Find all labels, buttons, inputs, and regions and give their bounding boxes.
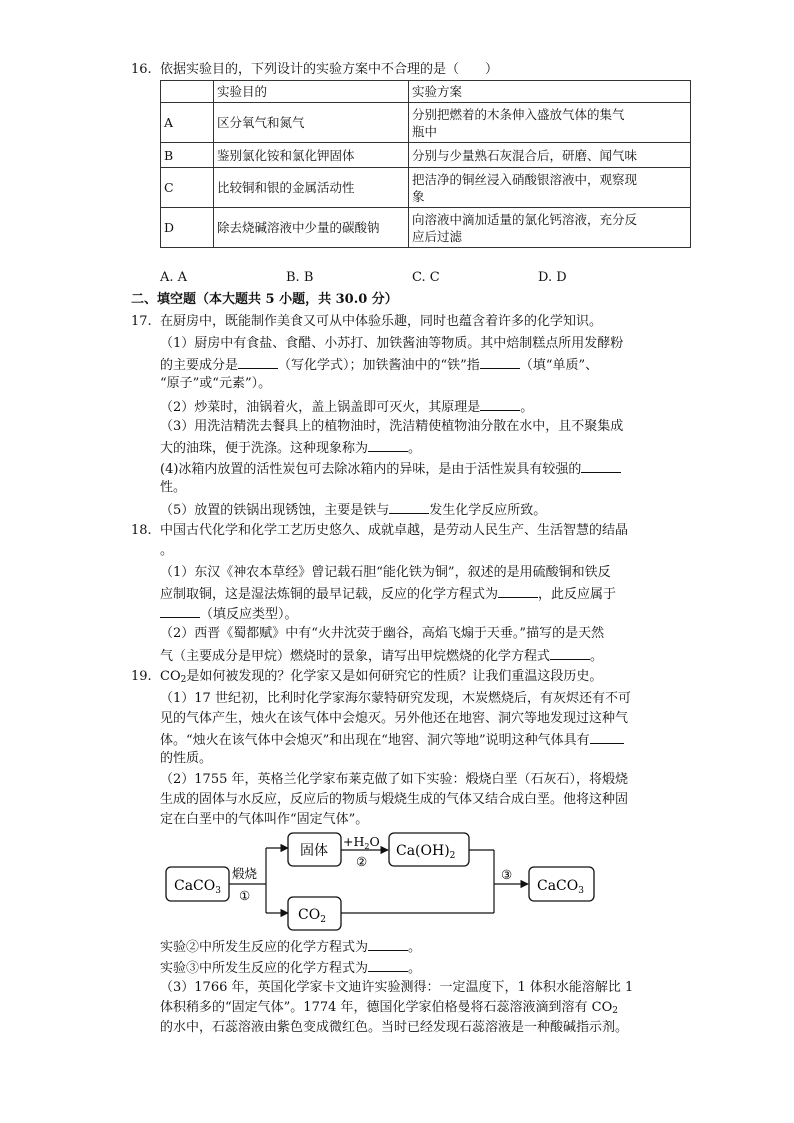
table-header-row <box>161 81 691 103</box>
co2-label: $CO_2$ <box>298 907 326 925</box>
caco3-left-label: CaCO$_3$ <box>174 878 221 896</box>
q19-line: 生成的固体与水反应，反应后的物质与煅烧生成的气体又结合成白垩。他将这种固 <box>160 792 629 807</box>
row-plan <box>409 208 691 248</box>
row-label: A <box>161 103 214 143</box>
q18-line: 中国古代化学和化学工艺历史悠久、成就卓越，是劳动人民生产、生活智慧的结晶 <box>160 523 629 538</box>
q19-line <box>160 668 602 689</box>
q17-line <box>160 500 546 520</box>
text: 体。“烛火在该气体中会熄灭”和出现在“地窖、洞穴等地”说明这种气体具有 <box>160 733 590 748</box>
q18-line <box>160 604 298 624</box>
q19-line: 见的气体产生，烛火在该气体中会熄灭。另外他还在地窖、洞穴等地发现过这种气 <box>160 711 629 726</box>
plan-line: 把洁净的铜丝浸入硝酸银溶液中，观察现 <box>412 171 638 187</box>
table-row <box>161 143 691 168</box>
subscript: 2 <box>180 675 187 685</box>
text: 大的油珠，便于洗涤。这种现象称为 <box>160 441 369 456</box>
subscript: 2 <box>612 1006 618 1016</box>
q17-line: 在厨房中，既能制作美食又可从中体验乐趣，同时也蕴含着许多的化学知识。 <box>160 314 603 329</box>
reaction-flow-diagram <box>160 830 600 936</box>
step2-label: ② <box>356 854 368 869</box>
row-purpose: 鉴别氯化铵和氯化钾固体 <box>214 143 409 168</box>
text: 发生化学反应所致。 <box>429 503 547 518</box>
answer-blank[interactable] <box>480 355 520 369</box>
table-row <box>161 103 691 143</box>
q18-line: （2）西晋《蜀都赋》中有“火井沈荧于幽谷，高焰飞煽于天垂。”描写的是天然 <box>160 626 605 641</box>
q16-stem: 依据实验目的，下列设计的实验方案中不合理的是（ ） <box>160 62 499 77</box>
row-label: B <box>161 143 214 168</box>
q17-line <box>160 459 621 479</box>
text: (4)冰箱内放置的活性炭包可去除冰箱内的异味，是由于活性炭具有较强的 <box>160 462 582 477</box>
q19-line: （1）17 世纪初，比利时化学家海尔蒙特研究发现，木炭燃烧后，有灰烬还有不可 <box>160 691 631 706</box>
text: 。 <box>520 400 534 415</box>
solid-label: 固体 <box>300 843 328 859</box>
q18-line: 。 <box>160 543 174 558</box>
plan-line: 瓶中 <box>412 123 438 139</box>
text: 。 <box>590 649 604 664</box>
text: 是如何被发现的？化学家又是如何研究它的性质？让我们重温这段历史。 <box>186 669 603 684</box>
water-label: $+H_2O$ <box>343 834 380 851</box>
table-header-cell: 实验方案 <box>409 81 691 103</box>
q19-line: 的水中，石蕊溶液由紫色变成微红色。当时已经发现石蕊溶液是一种酸碱指示剂。 <box>160 1020 629 1035</box>
answer-blank[interactable] <box>550 646 590 660</box>
text: （5）放置的铁锅出现锈蚀，主要是铁与 <box>160 503 390 518</box>
q17-line <box>160 438 421 458</box>
table-header-cell: 实验目的 <box>214 81 409 103</box>
q19-line: 定在白垩中的气体叫作“固定气体”。 <box>160 812 369 827</box>
text: 。 <box>408 961 422 976</box>
text: 体积稍多的“固定气体”。1774 年，德国化学家伯格曼将石蕊溶液滴到溶有 CO <box>160 1000 613 1015</box>
answer-blank[interactable] <box>480 397 520 411</box>
q16-table <box>160 80 691 248</box>
q16-number: 16. <box>131 62 152 77</box>
q18-line <box>160 646 603 666</box>
text: （填反应类型）。 <box>200 607 298 622</box>
q19-line: （3）1766 年，英国化学家卡文迪许实验测得：一定温度下，1 体积水能溶解比 1 <box>160 980 634 995</box>
q17-line <box>160 397 533 417</box>
row-purpose: 区分氧气和氮气 <box>214 103 409 143</box>
row-label: D <box>161 208 214 248</box>
plan-line: 分别把燃着的木条伸入盛放气体的集气 <box>412 106 625 122</box>
q17-line: 性。 <box>160 480 187 495</box>
answer-blank[interactable] <box>160 604 200 618</box>
text: 实验③中所发生反应的化学方程式为 <box>160 961 369 976</box>
q17-number: 17. <box>131 314 152 329</box>
q19-number: 19. <box>131 669 152 684</box>
caco3-right-label: CaCO$_3$ <box>537 878 584 896</box>
text: 实验②中所发生反应的化学方程式为 <box>160 940 369 955</box>
q17-line: （1）厨房中有食盐、食醋、小苏打、加铁酱油等物质。其中焙制糕点所用发酵粉 <box>160 336 624 351</box>
row-plan <box>409 168 691 208</box>
answer-blank[interactable] <box>498 584 538 598</box>
option-b[interactable]: B. B <box>286 270 314 285</box>
answer-blank[interactable] <box>581 459 621 473</box>
answer-blank[interactable] <box>590 730 624 744</box>
text: （写化学式）；加铁酱油中的“铁”指 <box>278 358 480 373</box>
text: （填“单质”、 <box>519 358 599 373</box>
text: 气（主要成分是甲烷）燃烧时的景象，请写出甲烷燃烧的化学方程式 <box>160 649 551 664</box>
answer-blank[interactable] <box>368 958 408 972</box>
q18-line <box>160 584 616 604</box>
text: （2）炒菜时，油锅着火，盖上锅盖即可灭火，其原理是 <box>160 400 481 415</box>
q19-line <box>160 937 421 957</box>
row-plan <box>409 143 691 168</box>
text: ，此反应属于 <box>538 587 617 602</box>
text: 应制取铜，这是湿法炼铜的最早记载，反应的化学方程式为 <box>160 587 499 602</box>
plan-line: 象 <box>412 188 425 204</box>
table-row <box>161 208 691 248</box>
q19-line <box>160 958 421 978</box>
plan-line: 应后过滤 <box>412 228 463 244</box>
answer-blank[interactable] <box>368 937 408 951</box>
option-a[interactable]: A. A <box>160 270 188 285</box>
section-title: 二、填空题（本大题共 5 小题，共 30.0 分） <box>131 292 398 307</box>
answer-blank[interactable] <box>389 500 429 514</box>
row-plan <box>409 103 691 143</box>
table-row <box>161 168 691 208</box>
step3-label: ③ <box>501 867 513 882</box>
plan-line: 分别与少量熟石灰混合后，研磨、闻气味 <box>412 147 638 163</box>
q17-line <box>160 355 598 375</box>
option-d[interactable]: D. D <box>538 270 567 285</box>
q17-line: “原子”或“元素”）。 <box>160 376 272 391</box>
table-header-cell <box>161 81 214 103</box>
calcine-label: 煅烧 <box>232 866 258 881</box>
plan-line: 向溶液中滴加适量的氯化钙溶液，充分反 <box>412 211 638 227</box>
q19-line <box>160 730 624 750</box>
answer-blank[interactable] <box>368 438 408 452</box>
q19-line: （2）1755 年，英格兰化学家布莱克做了如下实验：煅烧白垩（石灰石），将煅烧 <box>160 772 628 787</box>
text: 。 <box>408 441 422 456</box>
row-purpose: 除去烧碱溶液中少量的碳酸钠 <box>214 208 409 248</box>
caoh-label: $Ca(OH)_2$ <box>396 843 456 861</box>
text: CO <box>160 669 181 684</box>
row-label: C <box>161 168 214 208</box>
q19-line <box>160 999 618 1020</box>
row-purpose: 比较铜和银的金属活动性 <box>214 168 409 208</box>
q19-line: 的性质。 <box>160 751 213 766</box>
q18-number: 18. <box>131 523 152 538</box>
q18-line: （1）东汉《神农本草经》曾记载石胆“能化铁为铜”，叙述的是用硫酸铜和铁反 <box>160 565 611 580</box>
step1-label: ① <box>239 888 251 903</box>
option-c[interactable]: C. C <box>412 270 440 285</box>
answer-blank[interactable] <box>238 355 278 369</box>
text: 的主要成分是 <box>160 358 239 373</box>
q17-line: （3）用洗洁精洗去餐具上的植物油时，洗洁精使植物油分散在水中，且不聚集成 <box>160 419 624 434</box>
text: 。 <box>408 940 422 955</box>
